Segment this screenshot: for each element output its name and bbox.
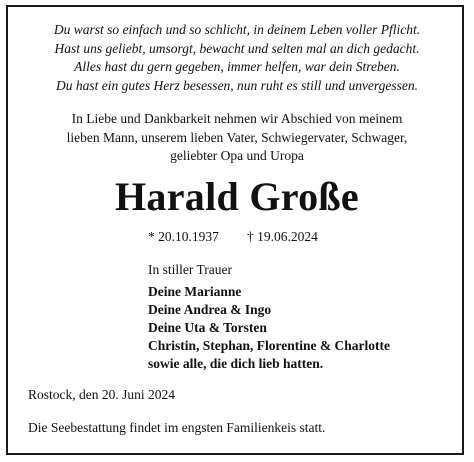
farewell-intro [0, 110, 474, 166]
mourner-item: Deine Andrea & Ingo [148, 302, 272, 317]
poem-line: Hast uns geliebt, umsorgt, bewacht und selten mal an dich gedacht. [54, 40, 420, 56]
intro-line: In Liebe und Dankbarkeit nehmen wir Abschied von meinem [71, 111, 403, 126]
memorial-poem [0, 21, 474, 95]
poem-line: Alles hast du gern gegeben, immer helfen, war dein Streben. [74, 59, 400, 74]
mourner-item: sowie alle, die dich lieb hatten. [148, 356, 324, 371]
place-and-date: Rostock, den 20. Juni 2024 [28, 387, 175, 402]
intro-line: geliebter Opa und Uropa [170, 148, 304, 163]
poem-line: Du warst so einfach und so schlicht, in deinem Leben voller Pflicht. [53, 22, 421, 37]
mourner-item: Deine Uta & Torsten [148, 320, 267, 335]
mourning-intro: In stiller Trauer [148, 262, 232, 277]
poem-line: Du hast ein gutes Herz besessen, nun ruht es still und unvergessen. [55, 77, 419, 93]
intro-line: lieben Mann, unserem lieben Vater, Schwiegervater, Schwager, [66, 129, 408, 145]
mourner-item: Deine Marianne [148, 284, 242, 299]
funeral-note: Die Seebestattung findet im engsten Familienkeis statt. [28, 420, 326, 435]
deceased-name: Harald Große [115, 174, 359, 219]
death-date: † 19.06.2024 [247, 229, 318, 244]
birth-date: * 20.10.1937 [148, 229, 219, 244]
mourners-list [148, 283, 390, 373]
mourner-item: Christin, Stephan, Florentine & Charlotte [148, 338, 390, 353]
